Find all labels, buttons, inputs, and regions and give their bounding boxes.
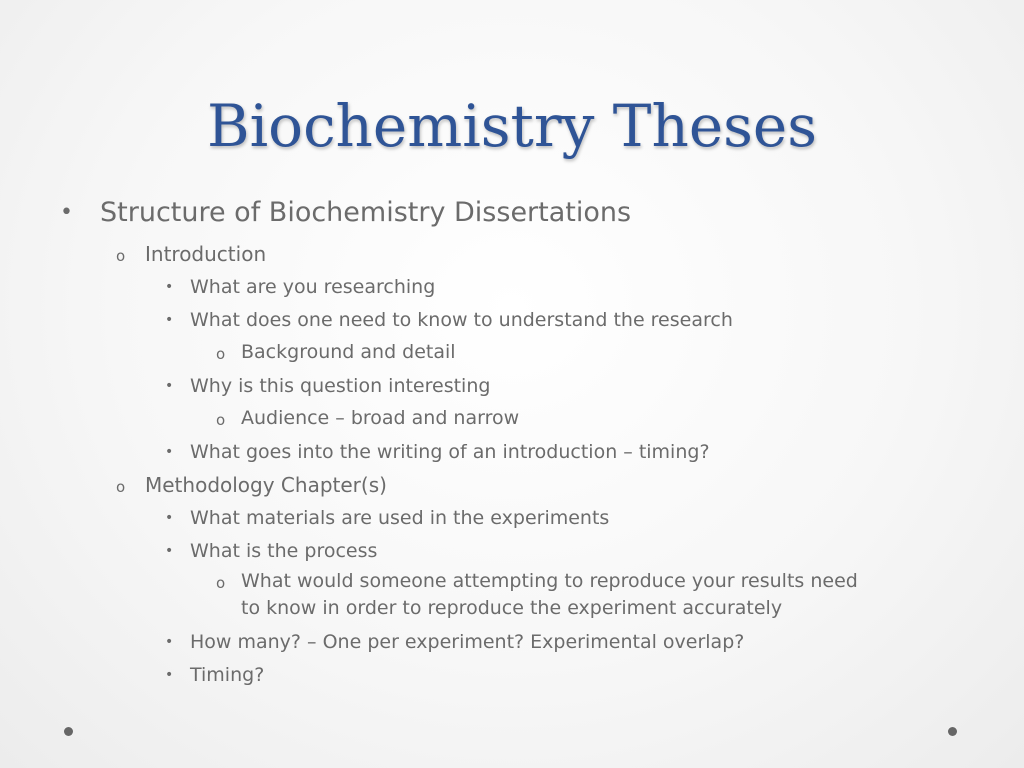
bullet-item-level-2: What goes into the writing of an introduction – timing?: [190, 441, 710, 463]
bullet-item-level-2: What does one need to know to understand the research: [190, 309, 733, 331]
left-nav-dot: [64, 727, 73, 736]
bullet-marker: o: [216, 345, 226, 363]
bullet-item-level-2: What is the process: [190, 540, 378, 562]
bullet-item-level-3: What would someone attempting to reproduce your results need: [241, 570, 858, 592]
bullet-item-level-3: to know in order to reproduce the experiment accurately: [241, 597, 783, 619]
bullet-item-level-0: Structure of Biochemistry Dissertations: [100, 197, 632, 228]
bullet-item-level-3: Background and detail: [241, 341, 456, 363]
bullet-marker: o: [216, 574, 226, 592]
bullet-item-level-3: Audience – broad and narrow: [241, 407, 520, 429]
bullet-item-level-2: Why is this question interesting: [190, 375, 491, 397]
bullet-marker: o: [216, 411, 226, 429]
bullet-marker: •: [165, 312, 174, 328]
bullet-marker: o: [116, 478, 126, 496]
slide-title: Biochemistry Theses: [206, 92, 818, 160]
bullet-marker: •: [165, 378, 174, 394]
bullet-marker: •: [165, 667, 174, 683]
bullet-item-level-2: How many? – One per experiment? Experimental overlap?: [190, 631, 745, 653]
bullet-marker: •: [165, 444, 174, 460]
bullet-item-level-1: Methodology Chapter(s): [145, 473, 387, 497]
bullet-item-level-2: What materials are used in the experiments: [190, 507, 610, 529]
bullet-marker: •: [165, 543, 174, 559]
bullet-marker: •: [165, 634, 174, 650]
right-nav-dot: [948, 727, 957, 736]
bullet-marker: •: [165, 279, 174, 295]
bullet-marker: •: [60, 200, 73, 225]
bullet-item-level-2: What are you researching: [190, 276, 436, 298]
bullet-marker: o: [116, 247, 126, 265]
bullet-marker: •: [165, 510, 174, 526]
bullet-item-level-1: Introduction: [145, 242, 267, 266]
bullet-item-level-2: Timing?: [190, 664, 265, 686]
